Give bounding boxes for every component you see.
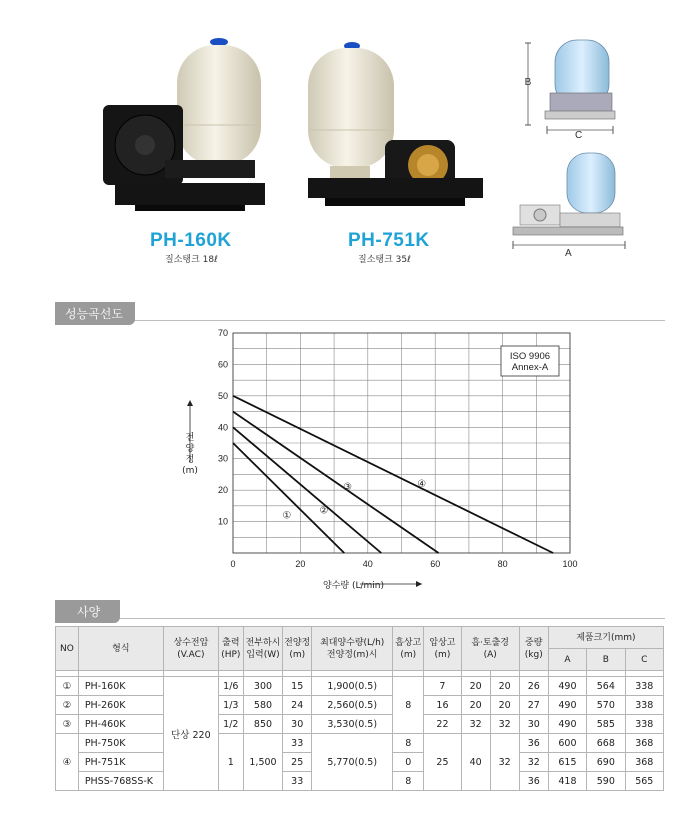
dim-label-b: B xyxy=(524,77,532,88)
table-cell: 22 xyxy=(424,715,461,734)
table-cell: 25 xyxy=(283,753,312,772)
table-cell: 27 xyxy=(519,696,548,715)
x-tick-label: 40 xyxy=(362,559,373,569)
y-tick-label: 60 xyxy=(217,359,228,370)
table-cell: 565 xyxy=(625,772,663,791)
section-title-curve: 성능곡선도 xyxy=(55,302,135,325)
table-cell: 8 xyxy=(393,772,424,791)
table-cell: 16 xyxy=(424,696,461,715)
product-tank-1: 질소탱크 18ℓ xyxy=(165,255,218,265)
col-maxflow: 최대양수량(L/h) 전양정(m)시 xyxy=(312,627,393,671)
y-tick-label: 30 xyxy=(217,453,228,464)
table-cell: 32 xyxy=(519,753,548,772)
table-cell: 33 xyxy=(283,734,312,753)
dim-label-c: C xyxy=(575,130,583,141)
table-cell: 5,770(0.5) xyxy=(312,734,393,791)
table-cell: 25 xyxy=(424,734,461,791)
table-cell: 33 xyxy=(283,772,312,791)
table-cell: 15 xyxy=(283,677,312,696)
voltage-cell: 단상 220 xyxy=(163,677,218,791)
table-cell: 20 xyxy=(461,677,490,696)
table-cell: 564 xyxy=(587,677,625,696)
table-row xyxy=(56,734,664,753)
table-cell: 32 xyxy=(490,734,519,791)
table-cell: 40 xyxy=(461,734,490,791)
table-cell: PHSS-768SS-K xyxy=(78,772,163,791)
series-label-3: ③ xyxy=(343,482,353,493)
table-cell: PH-160K xyxy=(78,677,163,696)
spec-table xyxy=(55,626,664,791)
table-row xyxy=(56,715,664,734)
product-tank-2: 질소탱크 35ℓ xyxy=(358,255,411,265)
dim-label-a: A xyxy=(565,248,572,259)
table-cell: 1,900(0.5) xyxy=(312,677,393,696)
table-cell: 32 xyxy=(490,715,519,734)
section-divider-curve xyxy=(55,320,665,321)
table-cell: 418 xyxy=(548,772,586,791)
y-tick-label: 20 xyxy=(217,485,228,496)
table-cell: 20 xyxy=(490,677,519,696)
table-cell: ③ xyxy=(56,715,79,734)
table-cell: 7 xyxy=(424,677,461,696)
table-cell: 615 xyxy=(548,753,586,772)
y-tick-label: 40 xyxy=(217,422,228,433)
series-label-4: ④ xyxy=(417,478,427,490)
table-cell: 300 xyxy=(243,677,282,696)
col-suction: 흡상고 (m) xyxy=(393,627,424,671)
ph-160k-pump-image xyxy=(95,35,275,220)
table-cell: 668 xyxy=(587,734,625,753)
col-no: NO xyxy=(56,627,79,671)
iso-annotation-line1: ISO 9906 xyxy=(509,351,551,362)
col-size-b: B xyxy=(587,649,625,671)
col-power: 상수전압 (V.AC) xyxy=(163,627,218,671)
table-cell: 1/2 xyxy=(218,715,243,734)
col-size-a: A xyxy=(548,649,586,671)
table-cell: ① xyxy=(56,677,79,696)
dimension-drawing xyxy=(505,35,655,265)
y-tick-label: 50 xyxy=(217,390,228,401)
table-cell: 30 xyxy=(283,715,312,734)
x-tick-label: 60 xyxy=(430,559,441,569)
table-cell: 36 xyxy=(519,734,548,753)
section-divider-spec xyxy=(55,618,665,619)
product-model-1: PH-160K xyxy=(150,230,232,251)
section-title-spec: 사양 xyxy=(55,600,120,623)
table-cell: 580 xyxy=(243,696,282,715)
table-cell: 1/6 xyxy=(218,677,243,696)
table-cell: 1/3 xyxy=(218,696,243,715)
table-cell: 600 xyxy=(548,734,586,753)
table-cell: 585 xyxy=(587,715,625,734)
product-model-2: PH-751K xyxy=(348,230,430,251)
table-cell: 368 xyxy=(625,753,663,772)
series-label-1: ① xyxy=(282,510,292,522)
table-cell: 8 xyxy=(393,734,424,753)
table-cell: 490 xyxy=(548,696,586,715)
series-line-1 xyxy=(233,443,344,553)
y-tick-label: 10 xyxy=(217,516,228,527)
y-axis-title: 전 양 정 (m) xyxy=(182,433,198,476)
table-cell: 3,530(0.5) xyxy=(312,715,393,734)
col-head: 전양정 (m) xyxy=(283,627,312,671)
table-cell: 24 xyxy=(283,696,312,715)
ph-751k-pump-image xyxy=(300,40,485,215)
x-tick-label: 80 xyxy=(497,559,508,569)
table-cell: 1,500 xyxy=(243,734,282,791)
table-cell: 590 xyxy=(587,772,625,791)
iso-annotation-line2: Annex-A xyxy=(511,362,549,373)
table-cell: PH-751K xyxy=(78,753,163,772)
x-tick-label: 20 xyxy=(295,559,306,569)
table-cell: 1 xyxy=(218,734,243,791)
table-cell: 26 xyxy=(519,677,548,696)
table-cell: 338 xyxy=(625,677,663,696)
col-model: 형식 xyxy=(78,627,163,671)
series-label-2: ② xyxy=(319,505,329,517)
table-cell: 368 xyxy=(625,734,663,753)
table-cell: 32 xyxy=(461,715,490,734)
col-output: 출력 (HP) xyxy=(218,627,243,671)
table-cell: 8 xyxy=(393,677,424,734)
col-push: 압상고 (m) xyxy=(424,627,461,671)
table-cell: 850 xyxy=(243,715,282,734)
table-cell: ② xyxy=(56,696,79,715)
table-cell: 20 xyxy=(461,696,490,715)
table-row xyxy=(56,696,664,715)
performance-chart xyxy=(170,322,600,592)
table-cell: 20 xyxy=(490,696,519,715)
table-cell: 0 xyxy=(393,753,424,772)
col-weight: 중량 (kg) xyxy=(519,627,548,671)
table-row xyxy=(56,677,664,696)
table-cell: 2,560(0.5) xyxy=(312,696,393,715)
x-axis-title: 양수량 (L/min) xyxy=(323,581,384,591)
table-cell: 490 xyxy=(548,715,586,734)
x-tick-label: 100 xyxy=(562,559,578,569)
table-cell: 338 xyxy=(625,715,663,734)
table-cell: 570 xyxy=(587,696,625,715)
table-cell: PH-750K xyxy=(78,734,163,753)
table-cell: 338 xyxy=(625,696,663,715)
x-tick-label: 0 xyxy=(230,559,236,569)
col-input: 전부하시 입력(W) xyxy=(243,627,282,671)
col-size-c: C xyxy=(625,649,663,671)
table-cell: PH-260K xyxy=(78,696,163,715)
table-cell: 36 xyxy=(519,772,548,791)
y-tick-label: 70 xyxy=(217,328,228,338)
table-cell: 690 xyxy=(587,753,625,772)
col-bore: 흡·토출경 (A) xyxy=(461,627,519,671)
col-size: 제품크기(mm) xyxy=(548,627,663,649)
table-cell: PH-460K xyxy=(78,715,163,734)
table-cell: 490 xyxy=(548,677,586,696)
table-cell: 30 xyxy=(519,715,548,734)
table-cell: ④ xyxy=(56,734,79,791)
